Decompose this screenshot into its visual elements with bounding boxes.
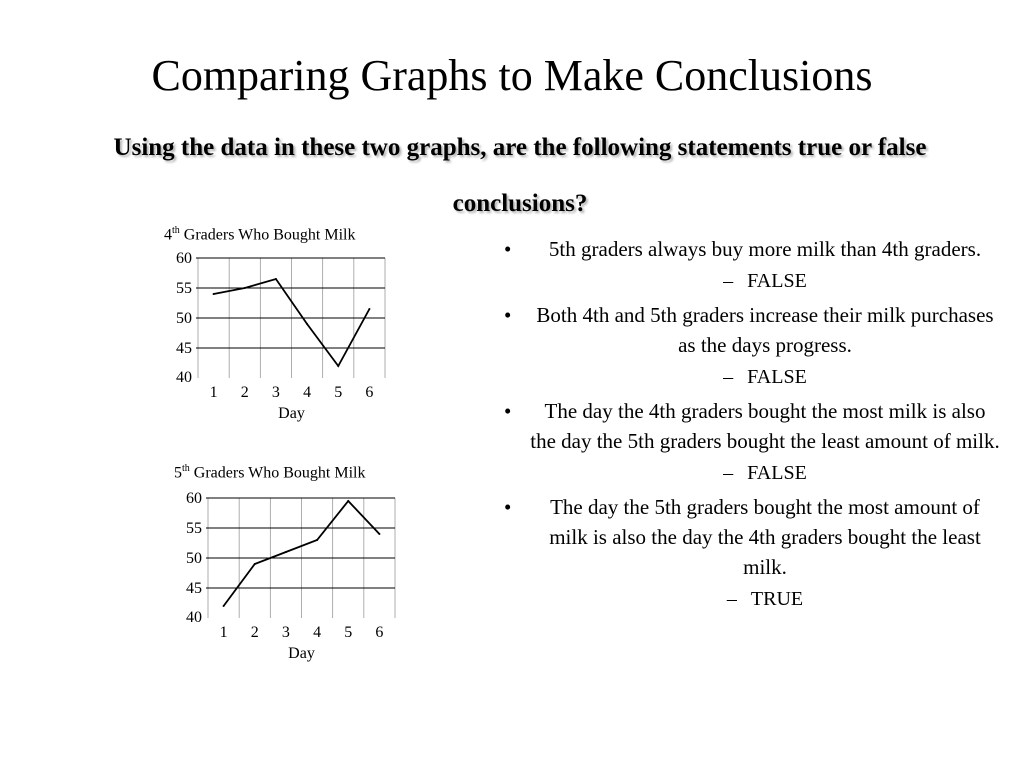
statement-4 bbox=[490, 492, 1000, 582]
data-point bbox=[316, 539, 318, 541]
data-point bbox=[213, 293, 215, 295]
statement-1 bbox=[490, 234, 1000, 264]
x-tick-label: 6 bbox=[365, 384, 374, 401]
answer-3-text: FALSE bbox=[747, 462, 807, 484]
chart-4th-graders bbox=[160, 250, 400, 440]
data-point bbox=[337, 365, 339, 367]
answer-3 bbox=[490, 458, 1000, 488]
chart-4th-title-sup: th bbox=[172, 225, 180, 236]
answer-1-text: FALSE bbox=[747, 270, 807, 292]
slide-title: Comparing Graphs to Make Conclusions bbox=[151, 51, 873, 100]
bullet-icon: • bbox=[504, 399, 512, 423]
answer-2-text: FALSE bbox=[747, 366, 807, 388]
statement-3 bbox=[490, 396, 1000, 456]
data-point bbox=[254, 563, 256, 565]
y-tick-label: 45 bbox=[186, 580, 202, 597]
x-tick-label: 6 bbox=[375, 624, 384, 641]
statement-1-text: 5th graders always buy more milk than 4th graders. bbox=[548, 237, 982, 261]
x-tick-label: 2 bbox=[250, 624, 259, 641]
dash-icon: – bbox=[726, 588, 737, 610]
answer-2 bbox=[490, 362, 1000, 392]
bullet-icon: • bbox=[504, 495, 512, 519]
chart-4th-title bbox=[164, 225, 355, 244]
data-point bbox=[306, 323, 308, 325]
x-tick-label: 1 bbox=[219, 624, 228, 641]
y-tick-label: 55 bbox=[186, 520, 202, 537]
bullet-icon: • bbox=[504, 303, 512, 327]
chart-4th-title-text: Graders Who Bought Milk bbox=[179, 226, 356, 244]
y-tick-label: 40 bbox=[176, 369, 192, 386]
x-axis-label: Day bbox=[288, 645, 315, 662]
statement-2 bbox=[490, 300, 1000, 360]
y-tick-label: 50 bbox=[176, 310, 192, 327]
data-point bbox=[368, 308, 370, 310]
x-tick-label: 5 bbox=[334, 384, 343, 401]
x-tick-label: 4 bbox=[313, 624, 322, 641]
statement-3-text: The day the 4th graders bought the most milk is also the day the 5th graders bought the least amount of milk. bbox=[530, 399, 1000, 453]
answer-1 bbox=[490, 266, 1000, 296]
x-tick-label: 3 bbox=[271, 384, 280, 401]
chart-4th-title-number: 4 bbox=[164, 226, 172, 244]
y-tick-label: 50 bbox=[186, 550, 202, 567]
y-tick-label: 45 bbox=[176, 340, 192, 357]
chart-5th-title-sup: th bbox=[182, 463, 190, 474]
y-tick-label: 60 bbox=[176, 250, 192, 267]
chart-5th-title bbox=[174, 463, 365, 482]
slide-subtitle: Using the data in these two graphs, are the following statements true or false conclusions? bbox=[113, 134, 927, 217]
statement-2-text: Both 4th and 5th graders increase their milk purchases as the days progress. bbox=[536, 303, 994, 357]
data-point bbox=[378, 533, 380, 535]
y-tick-label: 40 bbox=[186, 609, 202, 626]
chart-5th-graders bbox=[170, 490, 410, 680]
dash-icon: – bbox=[723, 366, 734, 388]
x-tick-label: 5 bbox=[344, 624, 353, 641]
dash-icon: – bbox=[723, 270, 734, 292]
x-tick-label: 4 bbox=[303, 384, 312, 401]
x-axis-label: Day bbox=[278, 405, 305, 422]
bullet-icon: • bbox=[504, 237, 512, 261]
data-point bbox=[285, 551, 287, 553]
y-tick-label: 60 bbox=[186, 490, 202, 507]
dash-icon: – bbox=[723, 462, 734, 484]
x-tick-label: 1 bbox=[209, 384, 218, 401]
x-tick-label: 3 bbox=[281, 624, 290, 641]
statement-4-text: The day the 5th graders bought the most amount of milk is also the day the 4th graders bought the least milk. bbox=[549, 495, 981, 579]
answer-4 bbox=[490, 584, 1000, 614]
answer-4-text: TRUE bbox=[750, 588, 804, 610]
chart-5th-title-text: Graders Who Bought Milk bbox=[189, 464, 366, 482]
statements-list bbox=[490, 230, 1000, 618]
data-point bbox=[244, 287, 246, 289]
x-tick-label: 2 bbox=[240, 384, 249, 401]
chart-5th-title-number: 5 bbox=[174, 464, 182, 482]
data-point bbox=[275, 278, 277, 280]
data-point bbox=[223, 605, 225, 607]
y-tick-label: 55 bbox=[176, 280, 192, 297]
data-point bbox=[347, 500, 349, 502]
